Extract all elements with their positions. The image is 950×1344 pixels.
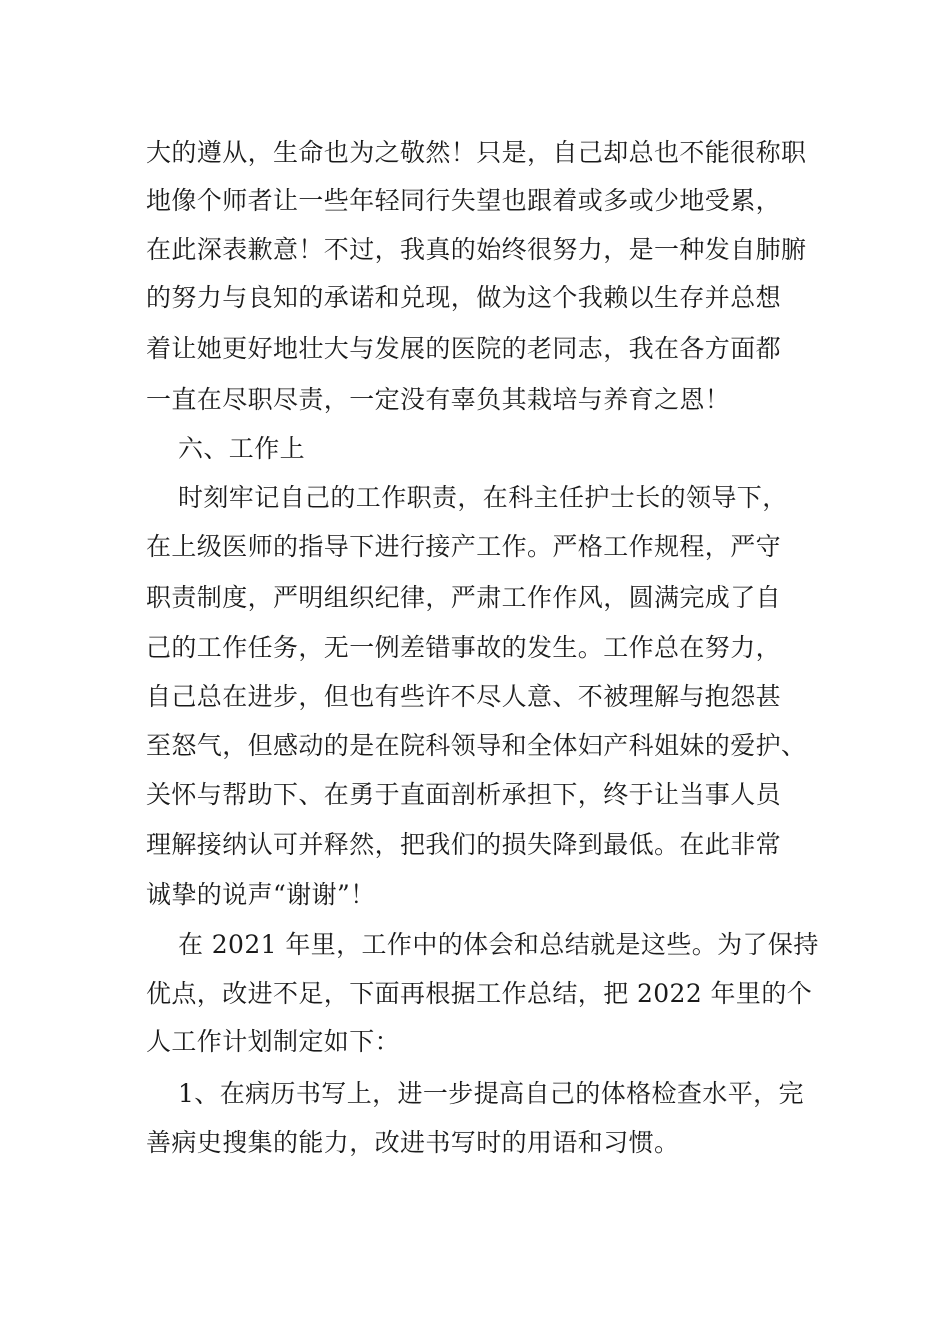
text-line: 人工作计划制定如下： [146, 1027, 401, 1056]
text-line: 关怀与帮助下、在勇于直面剖析承担下，终于让当事人员 [146, 780, 782, 809]
text-line: 自己总在进步，但也有些许不尽人意、不被理解与抱怨甚 [146, 682, 782, 711]
text-line: 时刻牢记自己的工作职责，在科主任护士长的领导下， [178, 483, 788, 512]
section-heading: 六、工作上 [178, 434, 306, 463]
text-line: 在上级医师的指导下进行接产工作。严格工作规程，严守 [146, 532, 782, 561]
text-line: 的努力与良知的承诺和兑现，做为这个我赖以生存并总想 [146, 283, 782, 312]
text-line: 在 2021 年里，工作中的体会和总结就是这些。为了保持 [178, 930, 819, 959]
text-line: 一直在尽职尽责，一定没有辜负其栽培与养育之恩！ [146, 385, 731, 414]
text-line: 至怒气，但感动的是在院科领导和全体妇产科姐妹的爱护、 [146, 731, 807, 760]
text-line: 大的遵从，生命也为之敬然！只是，自己却总也不能很称职 [146, 138, 807, 167]
text-line: 着让她更好地壮大与发展的医院的老同志，我在各方面都 [146, 334, 782, 363]
text-line: 善病史搜集的能力，改进书写时的用语和习惯。 [146, 1128, 680, 1157]
text-line: 职责制度，严明组织纪律，严肃工作作风，圆满完成了自 [146, 583, 782, 612]
text-line: 诚挚的说声“谢谢”！ [146, 880, 376, 909]
text-line: 优点，改进不足，下面再根据工作总结，把 2022 年里的个 [146, 979, 813, 1008]
list-item: 1、在病历书写上，进一步提高自己的体格检查水平，完 [178, 1079, 804, 1108]
text-line: 理解接纳认可并释然，把我们的损失降到最低。在此非常 [146, 830, 782, 859]
text-line: 己的工作任务，无一例差错事故的发生。工作总在努力， [146, 633, 782, 662]
text-line: 地像个师者让一些年轻同行失望也跟着或多或少地受累， [146, 186, 782, 215]
text-line: 在此深表歉意！不过，我真的始终很努力，是一种发自肺腑 [146, 235, 807, 264]
